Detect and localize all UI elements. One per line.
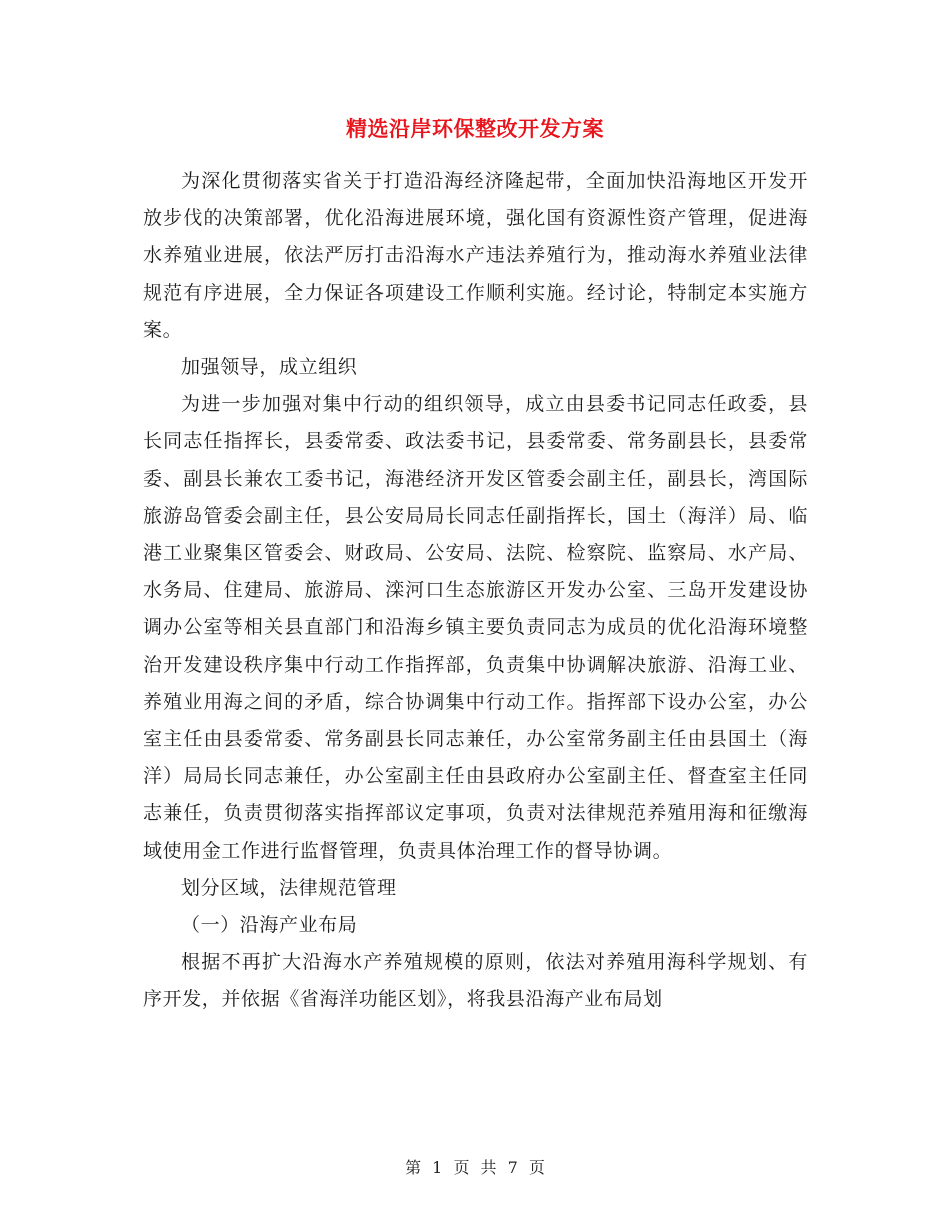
paragraph-organization: 为进一步加强对集中行动的组织领导，成立由县委书记同志任政委，县长同志任指挥长，县委常委、政法委书记，县委常委、常务副县长，县委常委、副县长兼农工委书记，海港经济开发区管委会副主任，副县长，湾国际旅游岛管委会副主任，县公安局局长同志任副指挥长，国土（海洋）局、临港工业聚集区管委会、财政局、公安局、法院、检察院、监察局、水产局、水务局、住建局、旅游局、滦河口生态旅游区开发办公室、三岛开发建设协调办公室等相关县直部门和沿海乡镇主要负责同志为成员的优化沿海环境整治开发建设秩序集中行动工作指挥部，负责集中协调解决旅游、沿海工业、养殖业用海之间的矛盾，综合协调集中行动工作。指挥部下设办公室，办公室主任由县委常委、常务副县长同志兼任，办公室常务副主任由县国土（海洋）局局长同志兼任，办公室副主任由县政府办公室副主任、督查室主任同志兼任，负责贯彻落实指挥部议定事项，负责对法律规范养殖用海和征缴海域使用金工作进行监督管理，负责具体治理工作的督导协调。 (143, 393, 808, 862)
section-heading-leadership: 加强领导，成立组织 (181, 356, 358, 379)
section-heading-zoning: 划分区域，法律规范管理 (181, 876, 397, 899)
paragraph-intro: 为深化贯彻落实省关于打造沿海经济隆起带，全面加快沿海地区开发开放步伐的决策部署，优化沿海进展环境，强化国有资源性资产管理，促进海水养殖业进展，依法严厉打击沿海水产违法养殖行为，推动海水养殖业法律规范有序进展，全力保证各项建设工作顺利实施。经讨论，特制定本实施方案。 (143, 170, 808, 341)
document-title: 精选沿岸环保整改开发方案 (346, 116, 604, 141)
subsection-heading-industry-layout: （一）沿海产业布局 (181, 914, 358, 937)
paragraph-industry-layout: 根据不再扩大沿海水产养殖规模的原则，依法对养殖用海科学规划、有序开发，并依据《省海洋功能区划》，将我县沿海产业布局划 (143, 951, 808, 1011)
document-body (143, 163, 808, 1019)
page-number-footer: 第 1 页 共 7 页 (405, 1158, 545, 1177)
